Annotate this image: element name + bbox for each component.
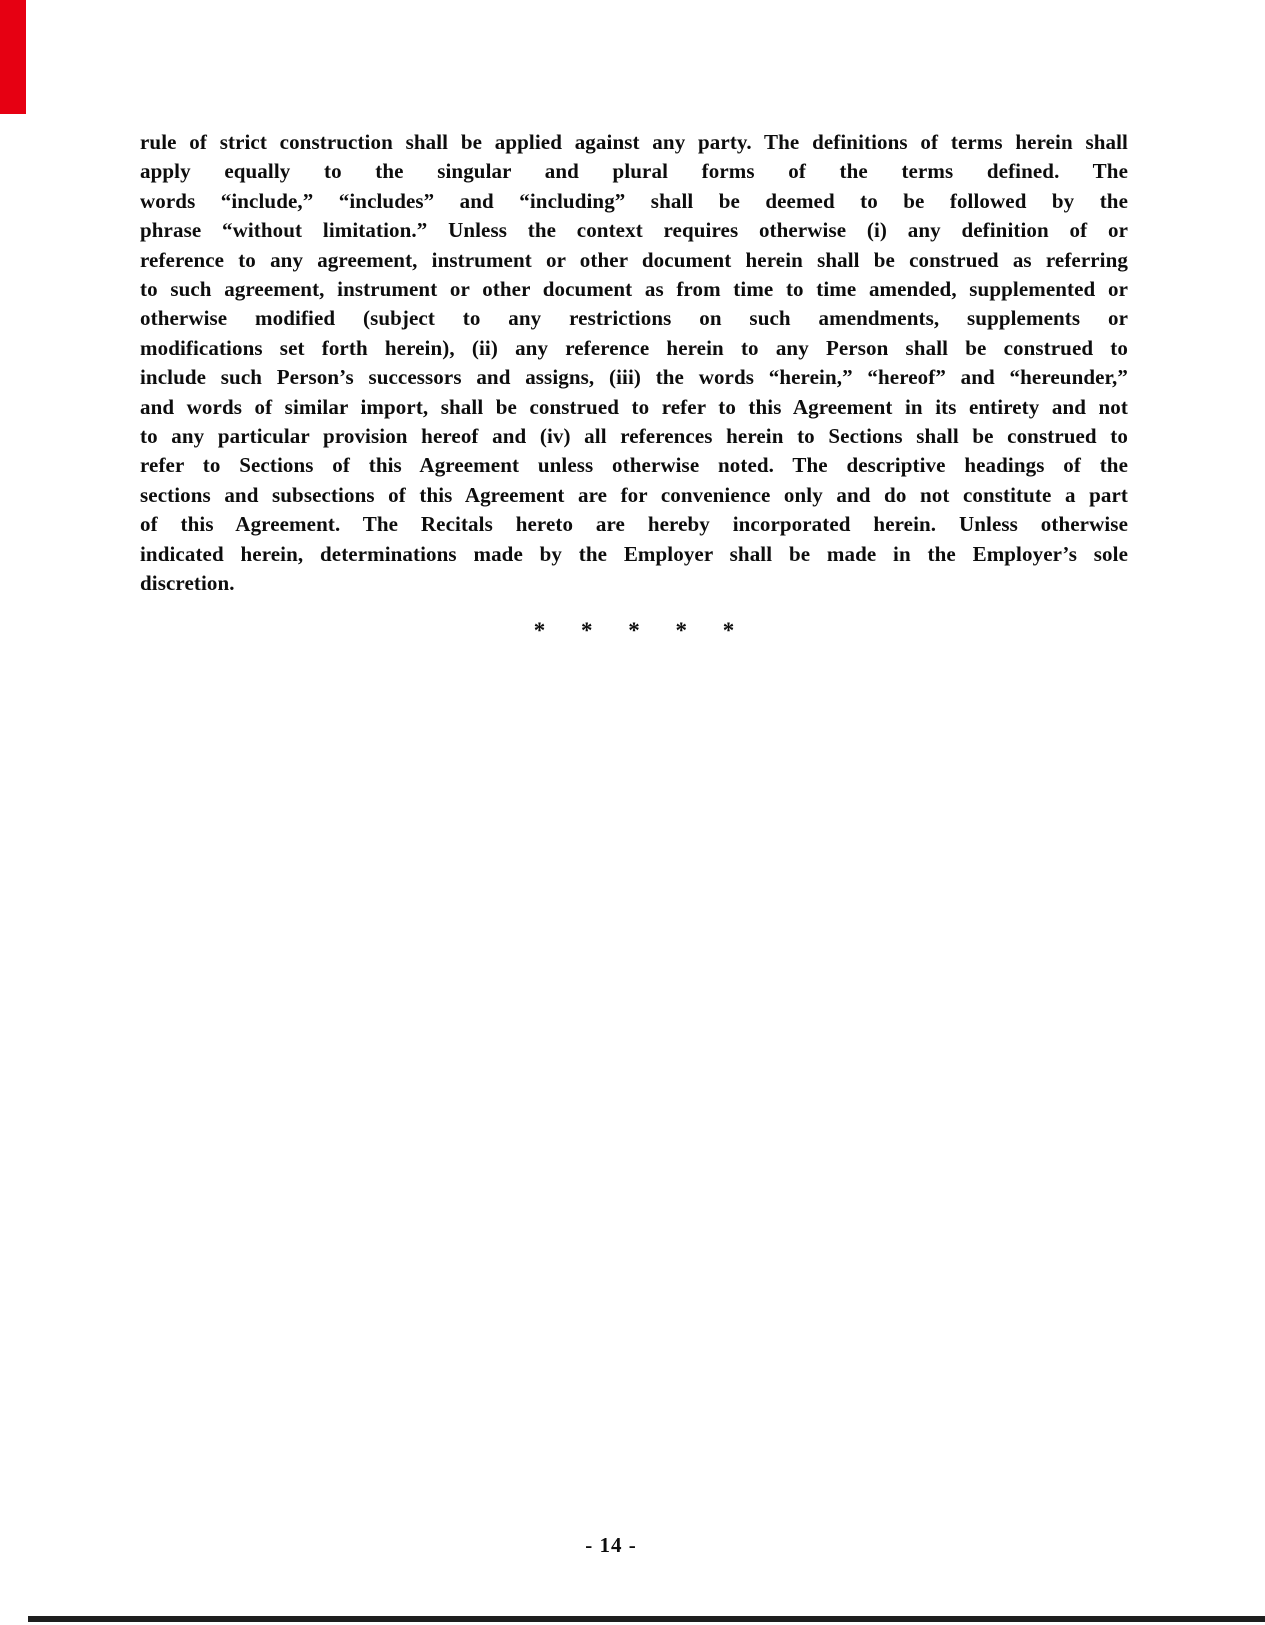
paragraph-line: include such Person’s successors and assigns, (iii) the words “herein,” “hereof” and “hereunder,” bbox=[140, 365, 1128, 390]
paragraph-line: words “include,” “includes” and “including” shall be deemed to be followed by the bbox=[140, 188, 1128, 213]
paragraph-line: otherwise modified (subject to any restrictions on such amendments, supplements or bbox=[140, 306, 1128, 331]
paragraph-line: to such agreement, instrument or other document as from time to time amended, supplemented or bbox=[140, 277, 1128, 302]
paragraph-line: discretion. bbox=[140, 571, 235, 596]
paragraph-line: sections and subsections of this Agreement are for convenience only and do not constitute a part bbox=[140, 482, 1128, 507]
scan-artifact-bottom-line bbox=[28, 1616, 1265, 1622]
paragraph-line: to any particular provision hereof and (iv) all references herein to Sections shall be construed to bbox=[140, 424, 1128, 449]
paragraph-line: and words of similar import, shall be construed to refer to this Agreement in its entirety and not bbox=[140, 394, 1128, 419]
paragraph-line: of this Agreement. The Recitals hereto are hereby incorporated herein. Unless otherwise bbox=[140, 512, 1128, 537]
scan-artifact-red-bar bbox=[0, 0, 26, 114]
paragraph-line: modifications set forth herein), (ii) any reference herein to any Person shall be construed to bbox=[140, 335, 1128, 360]
paragraph-line: reference to any agreement, instrument or other document herein shall be construed as referring bbox=[140, 247, 1128, 272]
paragraph bbox=[140, 128, 1128, 599]
paragraph-line: refer to Sections of this Agreement unless otherwise noted. The descriptive headings of the bbox=[140, 453, 1128, 478]
asterisk-separator: * * * * * bbox=[533, 618, 735, 643]
page-number: - 14 - bbox=[585, 1533, 637, 1557]
paragraph-line: phrase “without limitation.” Unless the context requires otherwise (i) any definition of or bbox=[140, 218, 1128, 243]
paragraph-line: apply equally to the singular and plural forms of the terms defined. The bbox=[140, 159, 1128, 184]
paragraph-line: rule of strict construction shall be applied against any party. The definitions of terms herein shall bbox=[140, 130, 1128, 154]
paragraph-line: indicated herein, determinations made by the Employer shall be made in the Employer’s sole bbox=[140, 541, 1128, 566]
